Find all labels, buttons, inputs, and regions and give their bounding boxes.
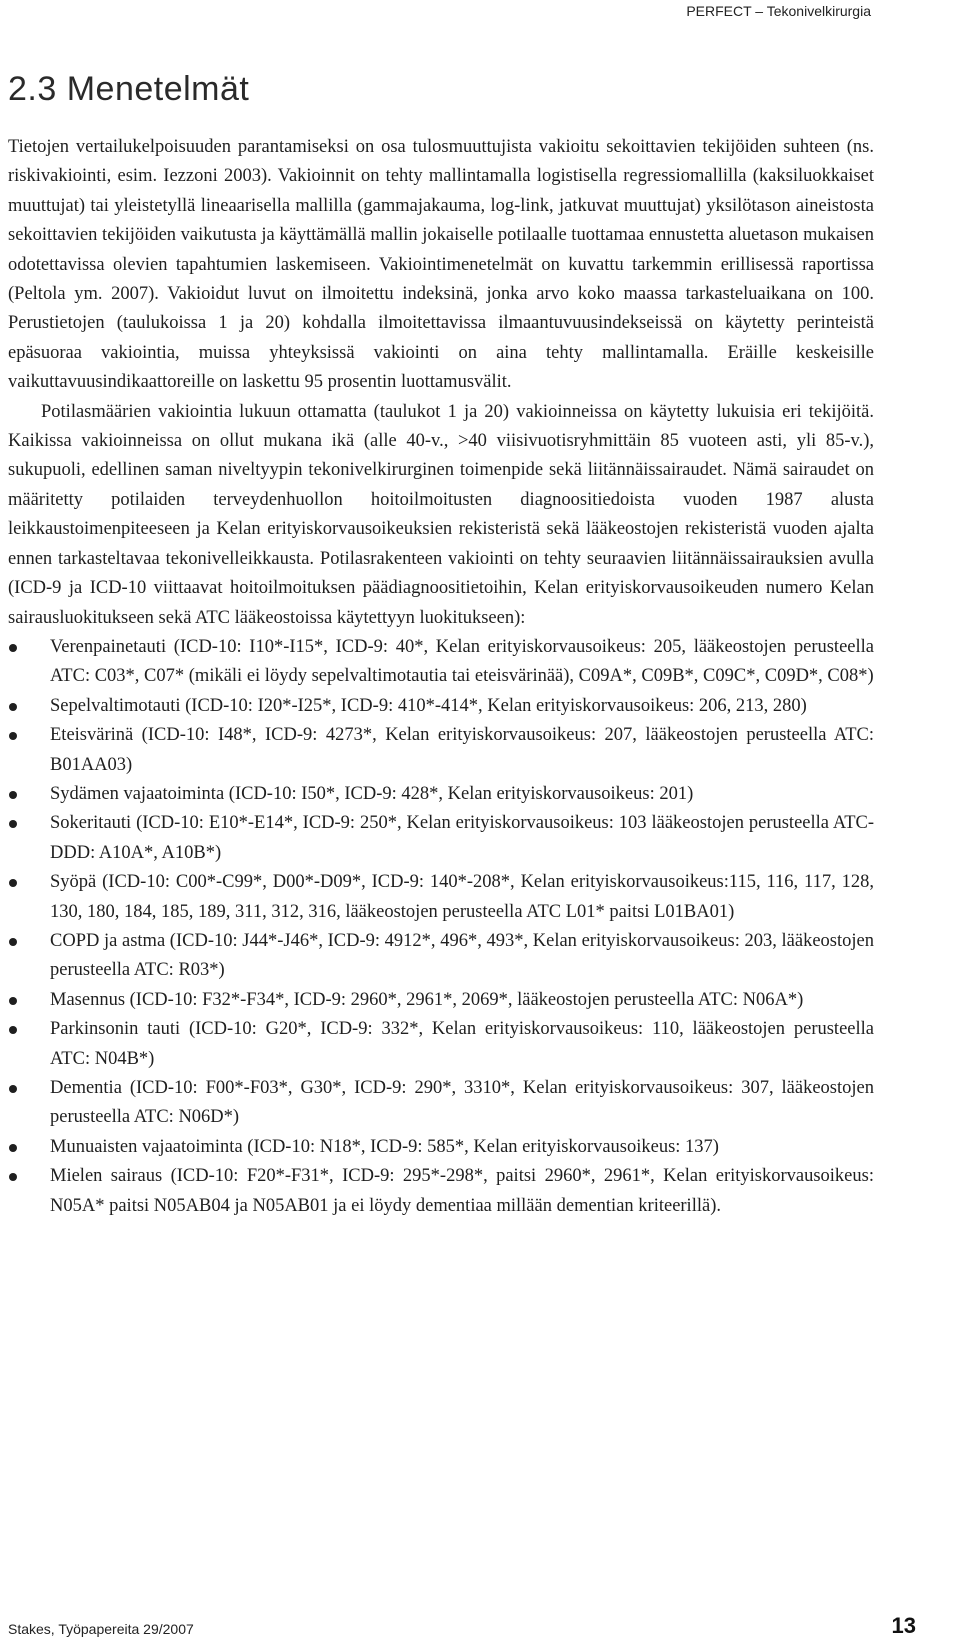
list-item: Munuaisten vajaatoiminta (ICD-10: N18*, ICD-9: 585*, Kelan erityiskorvausoikeus: 137) (8, 1133, 874, 1162)
list-item: Eteisvärinä (ICD-10: I48*, ICD-9: 4273*, Kelan erityiskorvausoikeus: 207, lääkeostojen perusteella ATC: B01AA03) (8, 721, 874, 780)
list-item: COPD ja astma (ICD-10: J44*-J46*, ICD-9: 4912*, 496*, 493*, Kelan erityiskorvausoikeus: 203, lääkeostojen perusteella ATC: R03*) (8, 927, 874, 986)
bullet-icon (9, 1144, 17, 1152)
publication-footer: Stakes, Työpapereita 29/2007 (8, 1621, 194, 1637)
page-number: 13 (891, 1613, 916, 1638)
comorbidity-list (8, 633, 874, 1221)
bullet-icon (9, 644, 17, 652)
list-item: Sydämen vajaatoiminta (ICD-10: I50*, ICD-9: 428*, Kelan erityiskorvausoikeus: 201) (8, 780, 874, 809)
bullet-icon (9, 820, 17, 828)
running-head: PERFECT – Tekonivelkirurgia (686, 3, 871, 19)
list-item: Dementia (ICD-10: F00*-F03*, G30*, ICD-9: 290*, 3310*, Kelan erityiskorvausoikeus: 307, lääkeostojen perusteella ATC: N06D*) (8, 1074, 874, 1133)
bullet-icon (9, 1173, 17, 1181)
body-text (8, 133, 874, 1221)
bullet-icon (9, 1085, 17, 1093)
list-item: Verenpainetauti (ICD-10: I10*-I15*, ICD-9: 40*, Kelan erityiskorvausoikeus: 205, lääkeostojen perusteella ATC: C03*, C07* (mikäli ei löydy sepelvaltimotautia tai eteisvärinää), C09A*, C09B*, C09C*, C09D*, C08*) (8, 633, 874, 692)
list-item: Syöpä (ICD-10: C00*-C99*, D00*-D09*, ICD-9: 140*-208*, Kelan erityiskorvausoikeus:115, 116, 117, 128, 130, 180, 184, 185, 189, 311, 312, 316, lääkeostojen perusteella ATC L01* paitsi L01BA01) (8, 868, 874, 927)
list-item: Masennus (ICD-10: F32*-F34*, ICD-9: 2960*, 2961*, 2069*, lääkeostojen perusteella ATC: N06A*) (8, 986, 874, 1015)
bullet-icon (9, 997, 17, 1005)
bullet-icon (9, 1026, 17, 1034)
bullet-icon (9, 703, 17, 711)
bullet-icon (9, 791, 17, 799)
list-item: Parkinsonin tauti (ICD-10: G20*, ICD-9: 332*, Kelan erityiskorvausoikeus: 110, lääkeostojen perusteella ATC: N04B*) (8, 1015, 874, 1074)
list-item: Mielen sairaus (ICD-10: F20*-F31*, ICD-9: 295*-298*, paitsi 2960*, 2961*, Kelan erityiskorvausoikeus: N05A* paitsi N05AB04 ja N05AB01 ja ei löydy dementiaa millään dementian kriteerillä). (8, 1162, 874, 1221)
list-item: Sepelvaltimotauti (ICD-10: I20*-I25*, ICD-9: 410*-414*, Kelan erityiskorvausoikeus: 206, 213, 280) (8, 692, 874, 721)
section-title: 2.3 Menetelmät (8, 70, 250, 108)
bullet-icon (9, 938, 17, 946)
paragraph-adjustment-factors: Potilasmäärien vakiointia lukuun ottamatta (taulukot 1 ja 20) vakioinneissa on käytetty lukuisia eri tekijöitä. Kaikissa vakioinneissa on ollut mukana ikä (alle 40-v., >40 viisivuotisryhmittäin 85 vuoteen asti, yli 85-v.), sukupuoli, edellinen saman niveltyypin tekonivelkirurginen toimenpide sekä liitännäissairaudet. Nämä sairaudet on määritetty potilaiden terveydenhuollon hoitoilmoitusten diagnoositiedoista vuoden 1987 alusta leikkaustoimenpiteeseen ja Kelan erityiskorvausoikeuksien rekisteristä sekä lääkeostojen rekisteristä vuoden ajalta ennen tarkasteltavaa tekonivelleikkausta. Potilasrakenteen vakiointi on tehty seuraavien liitännäissairauksien avulla (ICD-9 ja ICD-10 viittaavat hoitoilmoituksen päädiagnoositietoihin, Kelan erityiskorvausoikeuden numero Kelan sairausluokitukseen sekä ATC lääkeostoissa käytettyyn luokitukseen): (8, 401, 874, 628)
paragraph-methods-intro: Tietojen vertailukelpoisuuden parantamiseksi on osa tulosmuuttujista vakioitu sekoittavien tekijöiden suhteen (ns. riskivakiointi, esim. Iezzoni 2003). Vakioinnit on tehty mallintamalla logistisella regressiomallilla (kaksiluokkaiset muuttujat) tai yleistetyllä lineaarisella mallilla (gammajakauma, log-link, jatkuvat muuttujat) yksilötason aineistosta sekoittavien tekijöiden vaikutusta ja käyttämällä mallin jokaiselle potilaalle tuottamaa ennustetta aluetason mukaisen odotettavissa olevien tapahtumien laskemiseen. Vakiointimenetelmät on kuvattu tarkemmin erillisessä raportissa (Peltola ym. 2007). Vakioidut luvut on ilmoitettu indeksinä, jonka arvo koko maassa tarkasteluaikana on 100. Perustietojen (taulukoissa 1 ja 20) kohdalla ilmoitettavissa ilmaantuvuusindekseissä on käytetty perinteistä epäsuoraa vakiointia, muissa yhteyksissä vakiointi on aina tehty mallintamalla. Eräille keskeisille vaikuttavuusindikaattoreille on laskettu 95 prosentin luottamusvälit. (8, 137, 874, 393)
bullet-icon (9, 732, 17, 740)
bullet-icon (9, 879, 17, 887)
list-item: Sokeritauti (ICD-10: E10*-E14*, ICD-9: 250*, Kelan erityiskorvausoikeus: 103 lääkeostojen perusteella ATC-DDD: A10A*, A10B*) (8, 809, 874, 868)
